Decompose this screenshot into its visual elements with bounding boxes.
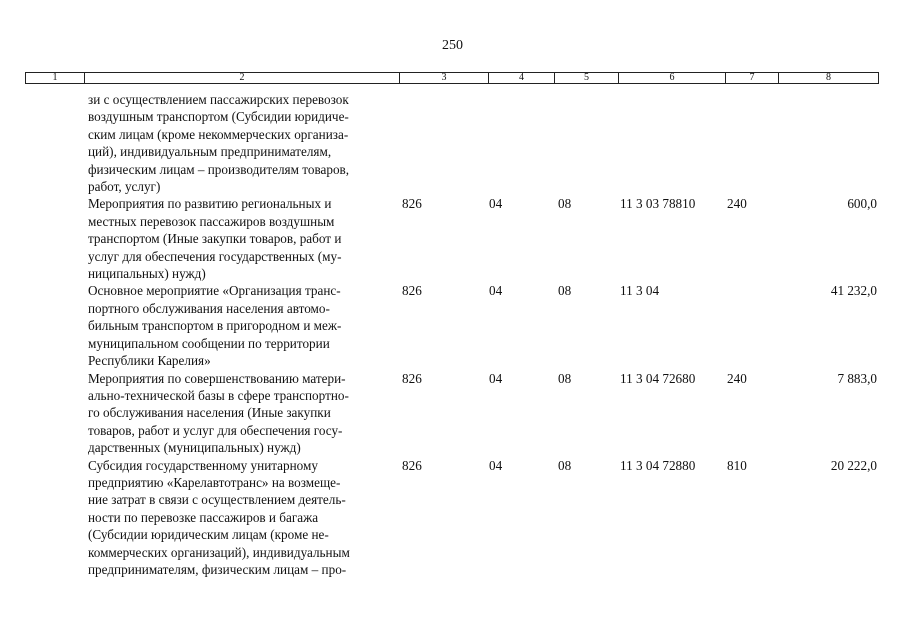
table-row <box>25 457 879 579</box>
column-header-8: 8 <box>826 72 831 83</box>
cell-subsection: 08 <box>558 283 572 299</box>
table-row <box>25 195 879 282</box>
table-header <box>25 72 879 84</box>
column-header-7: 7 <box>726 73 779 83</box>
cell-description <box>84 370 399 457</box>
column-header-2: 2 <box>85 73 400 83</box>
cell-section: 04 <box>489 457 503 473</box>
column-header-4: 4 <box>489 73 555 83</box>
cell-expense-type: 240 <box>727 370 747 386</box>
page-number: 250 <box>442 38 463 53</box>
description-line: зи с осуществлением пассажирских перевозок <box>88 92 349 107</box>
cell-subsection: 08 <box>558 196 572 212</box>
cell-description <box>84 282 399 369</box>
description-line: работ, услуг) <box>88 179 161 195</box>
cell-grbs-code: 826 <box>402 457 422 473</box>
cell-amount: 20 222,0 <box>830 457 877 473</box>
cell-subsection: 08 <box>558 457 572 473</box>
column-header-6: 6 <box>619 73 726 83</box>
cell-amount: 7 883,0 <box>837 370 877 386</box>
column-header-1: 1 <box>26 73 85 83</box>
description-line: Республики Карелия» <box>88 353 211 369</box>
cell-expense-type: 240 <box>727 196 747 212</box>
cell-target-article: 11 3 04 72680 <box>620 370 696 386</box>
table-row <box>25 91 879 195</box>
description-line: Основное мероприятие «Организация транс- <box>88 283 341 299</box>
description-line: ние затрат в связи с осуществлением деятель- <box>88 492 346 508</box>
description-line: (Субсидии юридическим лицам (кроме не- <box>88 527 329 543</box>
cell-target-article: 11 3 04 <box>620 283 660 299</box>
description-line: предприятию «Карелавтотранс» на возмеще- <box>88 474 341 490</box>
description-line: физическим лицам – производителям товаров, <box>88 161 350 177</box>
cell-target-article: 11 3 04 72880 <box>620 457 696 473</box>
table-body <box>25 91 879 578</box>
description-line: муниципальном сообщении по территории <box>88 335 330 351</box>
cell-section: 04 <box>489 283 503 299</box>
cell-subsection: 08 <box>558 370 572 386</box>
table-row <box>25 282 879 369</box>
cell-description <box>84 91 399 195</box>
description-line: портного обслуживания населения автомо- <box>88 300 330 316</box>
description-line: ским лицам (кроме некоммерческих организа- <box>88 126 349 142</box>
column-header-5: 5 <box>555 73 619 83</box>
cell-section: 04 <box>489 370 503 386</box>
description-line: товаров, работ и услуг для обеспечения госу- <box>88 422 343 438</box>
cell-expense-type: 810 <box>727 457 747 473</box>
table-row <box>25 370 879 457</box>
description-line: го обслуживания населения (Иные закупки <box>88 405 331 421</box>
cell-amount: 41 232,0 <box>830 283 877 299</box>
cell-description <box>84 195 399 282</box>
description-line: услуг для обеспечения государственных (му- <box>88 248 342 264</box>
description-line: дарственных (муниципальных) нужд) <box>88 440 301 456</box>
cell-grbs-code: 826 <box>402 370 422 386</box>
description-line: транспортом (Иные закупки товаров, работ и <box>88 231 342 247</box>
description-line: ально-технической базы в сфере транспортно- <box>88 387 349 403</box>
cell-grbs-code: 826 <box>402 283 422 299</box>
description-line: местных перевозок пассажиров воздушным <box>88 213 335 229</box>
description-line: коммерческих организаций), индивидуальным <box>88 544 350 560</box>
description-line: бильным транспортом в пригородном и меж- <box>88 318 342 334</box>
description-line: ций), индивидуальным предпринимателям, <box>88 144 332 160</box>
cell-target-article: 11 3 03 78810 <box>620 196 696 212</box>
description-line: предпринимателям, физическим лицам – про- <box>88 561 347 577</box>
description-line: Мероприятия по совершенствованию матери- <box>88 370 346 386</box>
description-line: Мероприятия по развитию региональных и <box>88 196 332 212</box>
description-line: ности по перевозке пассажиров и багажа <box>88 509 319 525</box>
cell-grbs-code: 826 <box>402 196 422 212</box>
column-header-3: 3 <box>400 73 489 83</box>
cell-description <box>84 457 399 579</box>
cell-section: 04 <box>489 196 503 212</box>
description-line: Субсидия государственному унитарному <box>88 457 318 473</box>
cell-amount: 600,0 <box>847 196 877 212</box>
description-line: воздушным транспортом (Субсидии юридиче- <box>88 109 349 125</box>
description-line: ниципальных) нужд) <box>88 266 206 282</box>
